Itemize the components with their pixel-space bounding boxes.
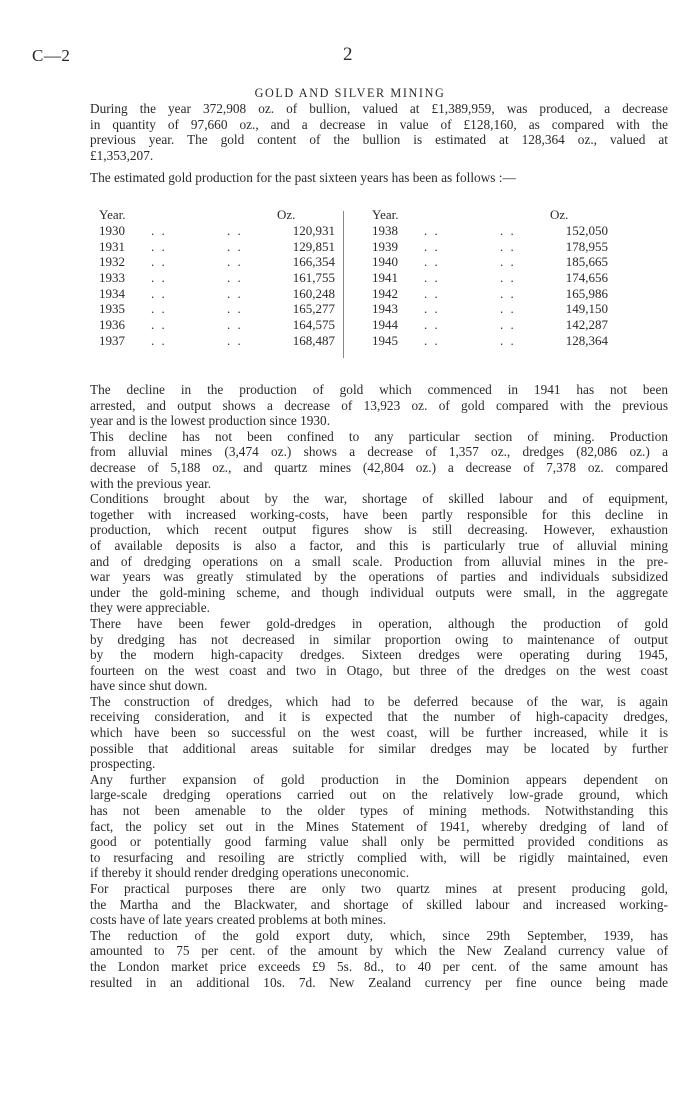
leader-dots: . . xyxy=(227,301,243,317)
text-line: Conditions brought about by the war, shortage of skilled labour and of equipment, xyxy=(90,491,668,507)
leader-dots: . . xyxy=(151,223,167,238)
text-line: production, which recent output figures show is still decreasing. However, exhaustion xyxy=(90,522,668,538)
leader-dots: . . xyxy=(500,270,516,286)
leader-dots: . . xyxy=(424,317,440,333)
table-row xyxy=(95,270,345,286)
oz-cell: 164,575 xyxy=(292,317,335,333)
paragraph xyxy=(62,101,668,163)
text-line: have since shut down. xyxy=(90,678,208,694)
text-line: possible that additional areas suitable for similar dredges may be located by further xyxy=(90,740,668,756)
table-row xyxy=(95,286,345,302)
text-line: fourteen on the west coast and two in Otago, but three of the dredges on the west coast xyxy=(90,662,668,678)
paragraph xyxy=(62,429,668,491)
table-row xyxy=(95,301,345,317)
leader-dots: . . xyxy=(424,254,440,270)
text-line: they were appreciable. xyxy=(90,600,210,616)
year-cell: 1936 xyxy=(99,317,125,333)
oz-cell: 165,986 xyxy=(565,285,608,301)
text-line: has not been amenable to the older types of mining methods. Notwithstanding this xyxy=(90,803,668,819)
text-line: with the previous year. xyxy=(90,475,212,491)
table-row xyxy=(95,223,345,239)
text-line: The construction of dredges, which had to be deferred because of the war, is again xyxy=(90,693,668,709)
text-line: There have been fewer gold-dredges in operation, although the production of gold xyxy=(90,615,668,631)
table-row xyxy=(95,254,345,270)
text-line: arrested, and output shows a decrease of 13,923 oz. of gold compared with the previous xyxy=(90,397,668,413)
oz-cell: 120,931 xyxy=(292,223,335,238)
text-line: together with increased working-costs, have been partly responsible for this decline in xyxy=(90,506,668,522)
paragraph xyxy=(62,928,668,990)
leader-dots: . . xyxy=(227,223,243,238)
leader-dots: . . xyxy=(500,332,516,348)
body-text xyxy=(62,382,668,990)
year-cell: 1943 xyxy=(372,301,398,317)
oz-cell: 149,150 xyxy=(565,301,608,317)
text-line: and of dredging operations on a small scale. Production from alluvial mines in the pre- xyxy=(90,553,668,569)
year-cell: 1937 xyxy=(99,332,125,348)
year-cell: 1932 xyxy=(99,254,125,270)
intro-paragraph xyxy=(62,101,668,163)
leader-dots: . . xyxy=(500,317,516,333)
table-row xyxy=(95,239,345,255)
year-cell: 1939 xyxy=(372,238,398,254)
text-line: large-scale dredging operations carried out on the relatively low-grade ground, which xyxy=(90,787,668,803)
year-cell: 1934 xyxy=(99,285,125,301)
paragraph xyxy=(62,382,668,429)
paragraph xyxy=(62,772,668,881)
page-number: 2 xyxy=(343,44,353,65)
text-line: decrease of 5,188 oz., and quartz mines (42,804 oz.) a decrease of 7,378 oz. compared xyxy=(90,459,668,475)
text-line: if thereby it should render dredging operations uneconomic. xyxy=(90,865,410,881)
oz-cell: 185,665 xyxy=(565,254,608,270)
oz-header: Oz. xyxy=(277,207,296,222)
table-row xyxy=(95,333,345,349)
text-line: costs have of late years created problems at both mines. xyxy=(90,912,387,928)
leader-dots: . . xyxy=(227,254,243,270)
leader-dots: . . xyxy=(151,317,167,333)
text-line: in quantity of 97,660 oz., and a decrease in value of £128,160, as compared with the xyxy=(90,116,668,132)
leader-dots: . . xyxy=(151,238,167,254)
year-cell: 1944 xyxy=(372,317,398,333)
text-line: the Martha and the Blackwater, and shortage of skilled labour and increased working- xyxy=(90,896,668,912)
leader-dots: . . xyxy=(227,317,243,333)
table-row xyxy=(368,301,618,317)
text-line: war years was greatly stimulated by the operations of parties and individuals subsidized xyxy=(90,569,668,585)
leader-dots: . . xyxy=(151,301,167,317)
text-line: prospecting. xyxy=(90,756,156,772)
leader-dots: . . xyxy=(151,285,167,301)
text-line: from alluvial mines (3,474 oz.) shows a decrease of 1,357 oz., dredges (82,086 oz.) a xyxy=(90,444,668,460)
text-line: under the gold-mining scheme, and though individual outputs were small, in the aggregate xyxy=(90,584,668,600)
leader-dots: . . xyxy=(424,332,440,348)
oz-cell: 166,354 xyxy=(292,254,335,270)
leader-dots: . . xyxy=(424,238,440,254)
text-line: the London market price exceeds £9 5s. 8d., to 40 per cent. of the same amount has xyxy=(90,958,668,974)
table-row xyxy=(368,270,618,286)
leader-dots: . . xyxy=(151,332,167,348)
leader-dots: . . xyxy=(227,285,243,301)
year-cell: 1933 xyxy=(99,270,125,286)
leader-dots: . . xyxy=(227,332,243,348)
text-line: This decline has not been confined to any particular section of mining. Production xyxy=(90,428,668,444)
text-line: The decline in the production of gold which commenced in 1941 has not been xyxy=(90,382,668,397)
oz-cell: 174,656 xyxy=(565,270,608,286)
text-line: The estimated gold production for the past sixteen years has been as follows :— xyxy=(90,170,516,185)
year-header: Year. xyxy=(99,207,126,222)
text-line: which have been so successful on the west coast, will be further increased, while it is xyxy=(90,725,668,741)
column-divider xyxy=(343,211,344,358)
paragraph xyxy=(62,694,668,772)
oz-cell: 178,955 xyxy=(565,238,608,254)
year-header: Year. xyxy=(372,207,399,222)
paragraph xyxy=(62,491,668,616)
production-column-right xyxy=(368,207,618,349)
year-cell: 1935 xyxy=(99,301,125,317)
text-line: For practical purposes there are only two quartz mines at present producing gold, xyxy=(90,881,668,896)
table-row xyxy=(368,223,618,239)
oz-cell: 165,277 xyxy=(292,301,335,317)
leader-dots: . . xyxy=(500,285,516,301)
paragraph xyxy=(62,616,668,694)
leader-dots: . . xyxy=(424,301,440,317)
year-cell: 1930 xyxy=(99,223,125,238)
leader-dots: . . xyxy=(151,254,167,270)
text-line: receiving consideration, and it is expected that the number of high-capacity dredges, xyxy=(90,709,668,725)
leader-dots: . . xyxy=(500,223,516,238)
section-number: C—2 xyxy=(32,46,71,65)
leader-dots: . . xyxy=(424,270,440,286)
text-line: amounted to 75 per cent. of the amount by which the New Zealand currency value of xyxy=(90,943,668,959)
leader-dots: . . xyxy=(424,223,440,238)
table-row xyxy=(368,239,618,255)
year-cell: 1931 xyxy=(99,238,125,254)
leader-dots: . . xyxy=(227,238,243,254)
year-cell: 1945 xyxy=(372,332,398,348)
oz-cell: 129,851 xyxy=(292,238,335,254)
oz-cell: 152,050 xyxy=(565,223,608,238)
leader-dots: . . xyxy=(500,238,516,254)
page-title: GOLD AND SILVER MINING xyxy=(254,86,446,100)
year-cell: 1938 xyxy=(372,223,398,238)
oz-cell: 161,755 xyxy=(292,270,335,286)
text-line: The reduction of the gold export duty, which, since 29th September, 1939, has xyxy=(90,927,668,943)
leader-dots: . . xyxy=(500,254,516,270)
table-row xyxy=(368,317,618,333)
leader-dots: . . xyxy=(500,301,516,317)
text-line: of available deposits is also a factor, and this is particularly true of alluvial mining xyxy=(90,537,668,553)
leader-dots: . . xyxy=(227,270,243,286)
oz-header: Oz. xyxy=(550,207,569,222)
production-column-left xyxy=(95,207,345,349)
text-line: good or potentially good farming value shall only be permitted provided conditions as xyxy=(90,834,668,850)
paragraph xyxy=(62,881,668,928)
table-header xyxy=(95,207,345,223)
leader-dots: . . xyxy=(151,270,167,286)
table-row xyxy=(368,254,618,270)
year-cell: 1940 xyxy=(372,254,398,270)
table-row xyxy=(95,317,345,333)
oz-cell: 168,487 xyxy=(292,332,335,348)
table-row xyxy=(368,333,618,349)
text-line: fact, the policy set out in the Mines Statement of 1941, whereby dredging of land of xyxy=(90,818,668,834)
oz-cell: 142,287 xyxy=(565,317,608,333)
text-line: year and is the lowest production since 1930. xyxy=(90,413,331,429)
year-cell: 1942 xyxy=(372,285,398,301)
text-line: £1,353,207. xyxy=(90,147,154,163)
leader-dots: . . xyxy=(424,285,440,301)
text-line: to resurfacing and resoiling are strictly complied with, will be rigidly maintained, even xyxy=(90,849,668,865)
text-line: During the year 372,908 oz. of bullion, valued at £1,389,959, was produced, a decrease xyxy=(90,101,668,116)
year-cell: 1941 xyxy=(372,270,398,286)
text-line: by dredging has not decreased in similar proportion owing to maintenance of output xyxy=(90,631,668,647)
text-line: by the modern high-capacity dredges. Sixteen dredges were operating during 1945, xyxy=(90,647,668,663)
text-line: Any further expansion of gold production in the Dominion appears dependent on xyxy=(90,771,668,787)
text-line: resulted in an additional 10s. 7d. New Zealand currency per fine ounce being made xyxy=(90,974,668,990)
oz-cell: 160,248 xyxy=(292,285,335,301)
table-row xyxy=(368,286,618,302)
text-line: previous year. The gold content of the bullion is estimated at 128,364 oz., valued at xyxy=(90,132,668,148)
table-header xyxy=(368,207,618,223)
oz-cell: 128,364 xyxy=(565,332,608,348)
table-intro-paragraph xyxy=(62,170,668,186)
